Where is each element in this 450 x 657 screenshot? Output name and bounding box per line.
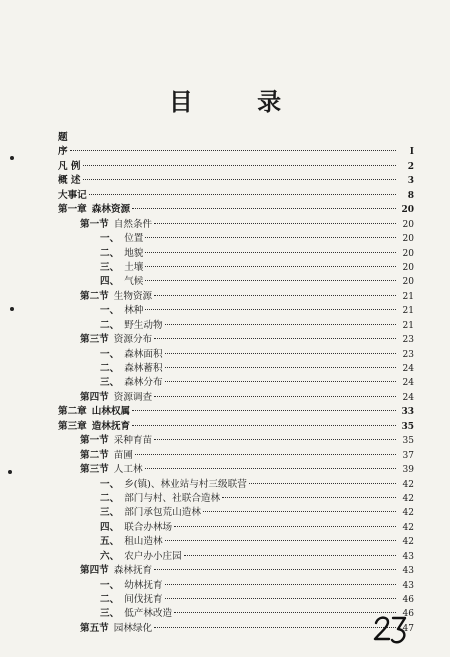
toc-entry-number: 第二节 xyxy=(80,449,109,461)
toc-entry-label: 生物资源 xyxy=(113,290,153,302)
toc-entry-label: 森林分布 xyxy=(124,377,163,389)
toc-entry-number: 第一节 xyxy=(80,218,109,230)
toc-entry-label: 采种育苗 xyxy=(113,435,153,447)
dot-leader xyxy=(165,598,396,599)
punch-hole-mark xyxy=(10,156,14,160)
toc-entry xyxy=(58,203,414,217)
toc-entry-number: 凡 例 xyxy=(58,160,81,172)
toc-entry-number: 第二节 xyxy=(80,290,109,302)
toc-entry-page: 35 xyxy=(401,421,414,432)
toc-entry-page: 46 xyxy=(402,609,414,620)
toc-entry xyxy=(58,376,414,390)
dot-leader xyxy=(83,165,396,166)
dot-leader xyxy=(222,497,396,498)
toc-entry-number: 二、 xyxy=(100,492,120,504)
toc-entry xyxy=(58,232,414,246)
toc-entry-label: 森林资源 xyxy=(91,204,131,216)
toc-entry-label: 人工林 xyxy=(113,464,143,476)
toc-entry-label: 土壤 xyxy=(124,261,144,273)
punch-hole-mark xyxy=(10,307,14,311)
toc-entry-page: 42 xyxy=(402,537,414,548)
toc-entry-label: 山林权属 xyxy=(91,406,131,418)
toc-entry-page: 37 xyxy=(402,450,414,461)
toc-entry-label: 苗圃 xyxy=(113,449,133,461)
handwritten-page-number xyxy=(372,612,408,646)
toc-entry-number: 三、 xyxy=(100,261,120,273)
toc-entry xyxy=(58,247,414,261)
dot-leader xyxy=(165,353,396,354)
toc-entry xyxy=(58,420,414,434)
toc-entry-label: 间伐抚育 xyxy=(124,594,163,605)
toc-entry-page: 20 xyxy=(402,219,414,230)
toc-entry-number: 二、 xyxy=(100,363,120,374)
toc-entry-page: 35 xyxy=(402,436,414,447)
toc-entry-number: 四、 xyxy=(100,276,120,288)
toc-entry-number: 第三节 xyxy=(80,464,109,476)
toc-entry-number: 第五节 xyxy=(80,622,109,634)
toc-entry-page: 20 xyxy=(402,234,414,245)
toc-entry xyxy=(58,405,414,419)
toc-entry xyxy=(58,535,414,549)
toc-entry-number: 第一节 xyxy=(80,435,109,447)
toc-entry-page: 42 xyxy=(402,508,414,519)
toc-entry-label: 低产林改造 xyxy=(124,608,173,620)
dot-leader xyxy=(165,540,396,541)
toc-entry xyxy=(58,564,414,578)
toc-entry xyxy=(58,218,414,232)
toc-entry-label: 租山造林 xyxy=(124,536,163,548)
toc-entry-number: 六、 xyxy=(100,550,120,562)
toc-entry xyxy=(58,333,414,347)
dot-leader xyxy=(70,150,396,151)
toc-entry-page: 24 xyxy=(402,378,414,389)
toc-entry xyxy=(58,478,414,492)
toc-entry xyxy=(58,189,414,203)
dot-leader xyxy=(135,454,396,455)
toc-entry xyxy=(58,622,414,636)
toc-entry-number: 第四节 xyxy=(80,391,109,403)
toc-entry-page: 39 xyxy=(402,465,414,476)
dot-leader xyxy=(145,237,396,238)
toc-entry-number: 三、 xyxy=(100,377,120,389)
toc-entry-label: 地貌 xyxy=(124,247,144,259)
toc-entry xyxy=(58,463,414,477)
dot-leader xyxy=(184,555,396,556)
toc-entry xyxy=(58,449,414,463)
toc-entry-label: 位置 xyxy=(124,233,144,245)
toc-entry-page: 21 xyxy=(402,291,414,302)
toc-entry xyxy=(58,131,414,145)
toc-entry-number: 第一章 xyxy=(58,204,87,216)
toc-entry-label: 野生动物 xyxy=(124,319,163,331)
toc-entry xyxy=(58,261,414,275)
dot-leader xyxy=(132,208,396,209)
toc-entry-page: 20 xyxy=(401,205,414,216)
dot-leader xyxy=(132,425,396,426)
toc-entry xyxy=(58,607,414,621)
toc-entry xyxy=(58,319,414,333)
toc-entry xyxy=(58,275,414,289)
toc-entry-number: 一、 xyxy=(100,348,120,360)
toc-entry xyxy=(58,348,414,362)
dot-leader xyxy=(154,627,396,628)
toc-entry-number: 三、 xyxy=(100,507,120,519)
toc-entry xyxy=(58,160,414,174)
toc-entry-page: 43 xyxy=(402,566,414,577)
toc-entry-number: 二、 xyxy=(100,247,120,259)
toc-entry-number: 第三节 xyxy=(80,334,109,346)
toc-entry-page: 42 xyxy=(402,522,414,533)
toc-entry-number: 一、 xyxy=(100,305,120,317)
toc-entry xyxy=(58,550,414,564)
toc-entry-page: 3 xyxy=(407,176,414,187)
toc-entry-label: 部门承包荒山造林 xyxy=(124,507,201,519)
table-of-contents xyxy=(58,131,414,636)
toc-entry-label: 自然条件 xyxy=(113,218,153,230)
dot-leader xyxy=(249,483,396,484)
toc-entry-number: 一、 xyxy=(100,478,120,490)
toc-entry-label: 造林抚育 xyxy=(91,420,131,432)
toc-entry-page: I xyxy=(409,147,414,158)
toc-entry-page: 24 xyxy=(402,364,414,374)
dot-leader xyxy=(132,410,396,411)
toc-entry xyxy=(58,579,414,593)
toc-entry-number: 五、 xyxy=(100,536,120,548)
toc-entry-number: 大事记 xyxy=(58,189,87,201)
toc-entry xyxy=(58,506,414,520)
dot-leader xyxy=(145,252,396,253)
toc-entry-page: 2 xyxy=(407,161,414,172)
dot-leader xyxy=(165,584,396,585)
toc-entry-number: 一、 xyxy=(100,233,120,245)
toc-entry xyxy=(58,304,414,318)
toc-entry-page: 43 xyxy=(402,580,414,591)
toc-entry-number: 题 xyxy=(58,132,68,143)
toc-entry-number: 序 xyxy=(58,146,68,158)
toc-entry-number: 四、 xyxy=(100,521,120,533)
toc-entry-page: 42 xyxy=(402,479,414,490)
dot-leader xyxy=(165,324,396,325)
dot-leader xyxy=(165,381,396,382)
toc-entry-number: 二、 xyxy=(100,319,120,331)
toc-entry-number: 三、 xyxy=(100,608,120,620)
toc-entry-number: 第二章 xyxy=(58,406,87,418)
toc-entry-page: 23 xyxy=(402,349,414,360)
toc-entry-number: 一、 xyxy=(100,579,120,591)
toc-entry-label: 资源分布 xyxy=(113,334,153,346)
dot-leader xyxy=(174,612,396,613)
dot-leader xyxy=(145,280,396,281)
toc-entry-number: 概 述 xyxy=(58,175,81,187)
toc-entry-number: 第四节 xyxy=(80,565,109,577)
dot-leader xyxy=(145,266,396,267)
dot-leader xyxy=(154,223,396,224)
toc-entry-page: 20 xyxy=(402,248,414,259)
toc-entry xyxy=(58,593,414,607)
dot-leader xyxy=(174,526,396,527)
toc-entry-label: 乡(镇)、林业站与村三级联营 xyxy=(124,478,247,490)
toc-entry-label: 部门与村、社联合造林 xyxy=(124,492,221,504)
toc-entry-page: 21 xyxy=(402,320,414,331)
toc-entry-label: 森林面积 xyxy=(124,348,163,360)
toc-entry-page: 8 xyxy=(407,190,414,201)
toc-entry-number: 二、 xyxy=(100,594,120,605)
page-title: 目 录 xyxy=(168,87,310,116)
dot-leader xyxy=(165,367,396,368)
toc-entry-label: 园林绿化 xyxy=(113,622,153,634)
toc-entry-page: 47 xyxy=(402,623,414,634)
dot-leader xyxy=(203,511,396,512)
toc-entry-label: 森林抚育 xyxy=(113,565,153,577)
dot-leader xyxy=(83,179,396,180)
punch-hole-mark xyxy=(8,470,12,474)
toc-entry-page: 21 xyxy=(402,306,414,317)
toc-entry-label: 联合办林场 xyxy=(124,521,173,533)
toc-entry-page: 20 xyxy=(402,262,414,273)
toc-entry-label: 林种 xyxy=(124,305,144,317)
toc-entry xyxy=(58,492,414,506)
toc-entry xyxy=(58,290,414,304)
toc-entry-number: 第三章 xyxy=(58,420,87,432)
dot-leader xyxy=(145,309,396,310)
toc-entry-page: 20 xyxy=(402,277,414,288)
toc-entry-label: 农户办小庄园 xyxy=(124,550,182,562)
toc-entry-label: 气候 xyxy=(124,276,144,288)
toc-entry-page: 43 xyxy=(402,551,414,562)
toc-entry xyxy=(58,521,414,535)
toc-entry xyxy=(58,391,414,405)
dot-leader xyxy=(89,194,396,195)
toc-entry-label: 幼林抚育 xyxy=(124,579,163,591)
toc-entry-page: 42 xyxy=(402,493,414,504)
dot-leader xyxy=(154,295,396,296)
dot-leader xyxy=(154,396,396,397)
dot-leader xyxy=(154,439,396,440)
toc-entry xyxy=(58,145,414,159)
toc-entry xyxy=(58,434,414,448)
toc-entry-page: 24 xyxy=(402,392,414,403)
toc-entry-label: 森林蓄积 xyxy=(124,363,163,374)
toc-entry-page: 23 xyxy=(402,335,414,346)
toc-entry-page: 33 xyxy=(401,407,414,418)
toc-entry xyxy=(58,362,414,376)
dot-leader xyxy=(154,338,396,339)
toc-entry xyxy=(58,174,414,188)
dot-leader xyxy=(154,569,396,570)
toc-entry-label: 资源调查 xyxy=(113,391,153,403)
dot-leader xyxy=(145,468,396,469)
toc-entry-page: 46 xyxy=(402,595,414,605)
